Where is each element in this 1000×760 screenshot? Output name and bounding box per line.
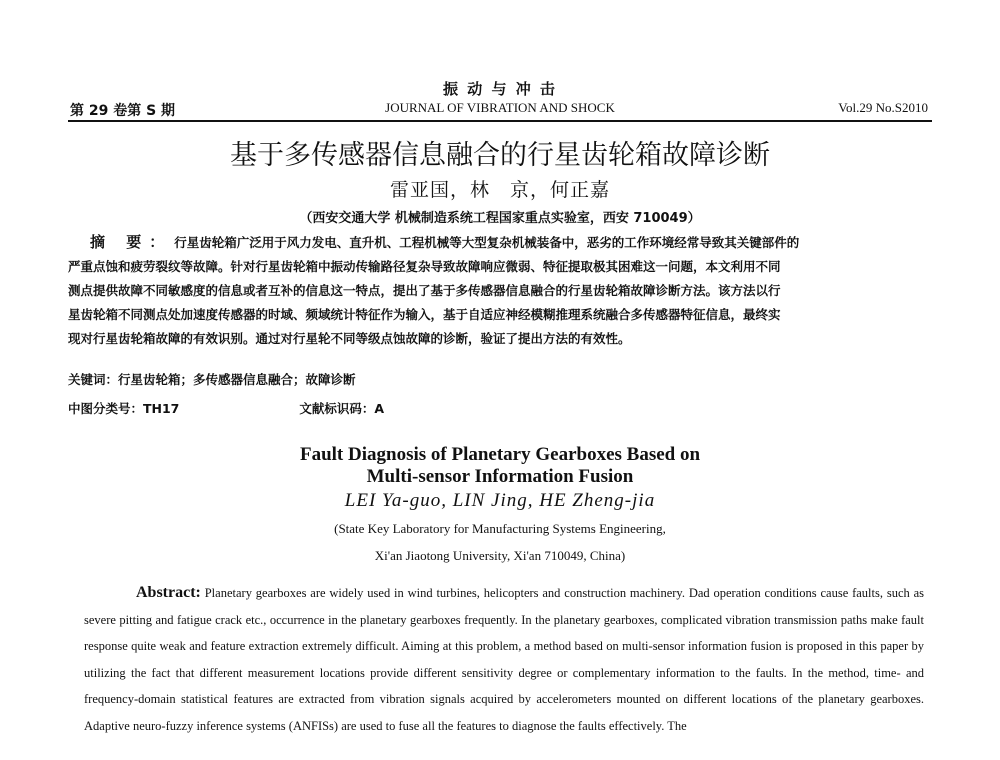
affiliation-cn: （西安交通大学 机械制造系统工程国家重点实验室，西安 710049） xyxy=(299,211,701,226)
abstract-en-label: Abstract: xyxy=(136,584,201,601)
abstract-cn-line: 行星齿轮箱广泛用于风力发电、直升机、工程机械等大型复杂机械装备中，恶劣的工作环境经常导致其关键部件的 xyxy=(174,235,800,250)
volume-en: Vol.29 No.S2010 xyxy=(838,100,928,115)
paper-title-en-line2: Multi-sensor Information Fusion xyxy=(366,466,634,487)
abstract-cn xyxy=(68,230,932,351)
journal-name-en: JOURNAL OF VIBRATION AND SHOCK xyxy=(385,100,615,115)
classification-cn: 中图分类号：TH17 xyxy=(68,401,180,416)
abstract-cn-line: 星齿轮箱不同测点处加速度传感器的时域、频域统计特征作为输入，基于自适应神经模糊推理系统融合多传感器特征信息，最终实 xyxy=(68,307,781,322)
authors-cn: 雷亚国，林 京，何正嘉 xyxy=(389,179,610,201)
abstract-en xyxy=(84,580,924,739)
volume-cn: 第 29 卷第 S 期 xyxy=(70,103,176,119)
abstract-cn-line: 严重点蚀和疲劳裂纹等故障。针对行星齿轮箱中振动传输路径复杂导致故障响应微弱、特征提取极其困难这一问题，本文利用不同 xyxy=(68,259,781,274)
classification-row xyxy=(68,397,932,421)
authors-en: LEI Ya-guo, LIN Jing, HE Zheng-jia xyxy=(344,490,656,511)
affiliation-en-line1: (State Key Laboratory for Manufacturing Systems Engineering, xyxy=(334,521,666,536)
header-rule xyxy=(68,120,932,122)
journal-name-cn: 振 动 与 冲 击 xyxy=(443,80,557,98)
paper-title-en-line1: Fault Diagnosis of Planetary Gearboxes Based on xyxy=(299,444,701,465)
paper-title-cn: 基于多传感器信息融合的行星齿轮箱故障诊断 xyxy=(230,140,770,171)
keywords-cn: 关键词：行星齿轮箱；多传感器信息融合；故障诊断 xyxy=(68,372,356,387)
abstract-cn-line: 测点提供故障不同敏感度的信息或者互补的信息这一特点，提出了基于多传感器信息融合的行星齿轮箱故障诊断方法。该方法以行 xyxy=(68,283,781,298)
affiliation-en-line2: Xi'an Jiaotong University, Xi'an 710049, China) xyxy=(374,548,626,563)
abstract-cn-line: 现对行星齿轮箱故障的有效识别。通过对行星轮不同等级点蚀故障的诊断，验证了提出方法的有效性。 xyxy=(68,331,631,346)
paper-title-en xyxy=(0,444,1000,488)
abstract-cn-label: 摘 要： xyxy=(90,233,173,251)
doc-code-cn: 文献标识码：A xyxy=(299,401,385,416)
abstract-en-text: Planetary gearboxes are widely used in wind turbines, helicopters and construction machinery. Dad operation conditions cause faults, such as severe pitting and fatigue crack etc., occurrence in the planetary gearboxes frequently. In the planetary gearboxes, complicated vibration transmission paths make fault response quite weak and feature extraction extremely difficult. Aiming at this problem, a method based on multi-sensor information fusion is proposed in this paper by utilizing the fact that different measurement locations provide different sensitivity degree or complementary information to the faults. In the method, time- and frequency-domain statistical features are extracted from vibration signals acquired by accelerometers mounted on different locations of the planetary gearboxes. Adaptive neuro-fuzzy inference systems (ANFISs) are used to fuse all the features to diagnose the faults effectively. The xyxy=(84,586,925,733)
